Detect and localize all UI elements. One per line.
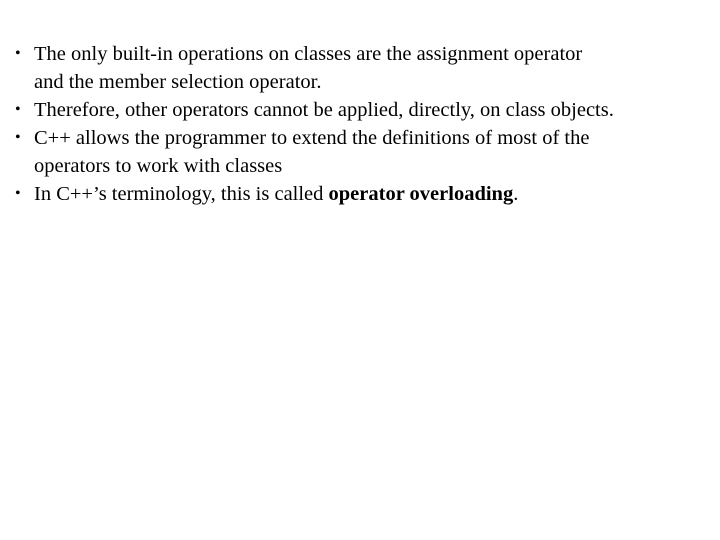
bullet-text: [34, 124, 713, 180]
bullet-item: [13, 96, 713, 124]
bullet-item: [13, 180, 713, 208]
bullet-line: Therefore, other operators cannot be applied, directly, on class objects.: [34, 99, 614, 121]
bullet-marker: •: [15, 185, 21, 202]
bullet-marker: •: [15, 129, 21, 146]
bold-term: operator overloading: [328, 183, 514, 205]
bullet-line: C++ allows the programmer to extend the definitions of most of the: [34, 127, 590, 149]
bullet-text-prefix: In C++’s terminology, this is called: [34, 183, 329, 205]
bullet-line: and the member selection operator.: [34, 71, 322, 93]
bullet-text: [34, 40, 713, 96]
bullet-text: [34, 180, 713, 208]
bullet-item: [13, 40, 713, 96]
bullet-list: [13, 40, 713, 208]
bullet-marker: •: [15, 45, 21, 62]
bullet-text-suffix: .: [513, 183, 519, 205]
bullet-item: [13, 124, 713, 180]
bullet-marker: •: [15, 101, 21, 118]
bullet-line: operators to work with classes: [34, 155, 283, 177]
bullet-text: [34, 96, 713, 124]
bullet-line: The only built-in operations on classes are the assignment operator: [34, 43, 583, 65]
